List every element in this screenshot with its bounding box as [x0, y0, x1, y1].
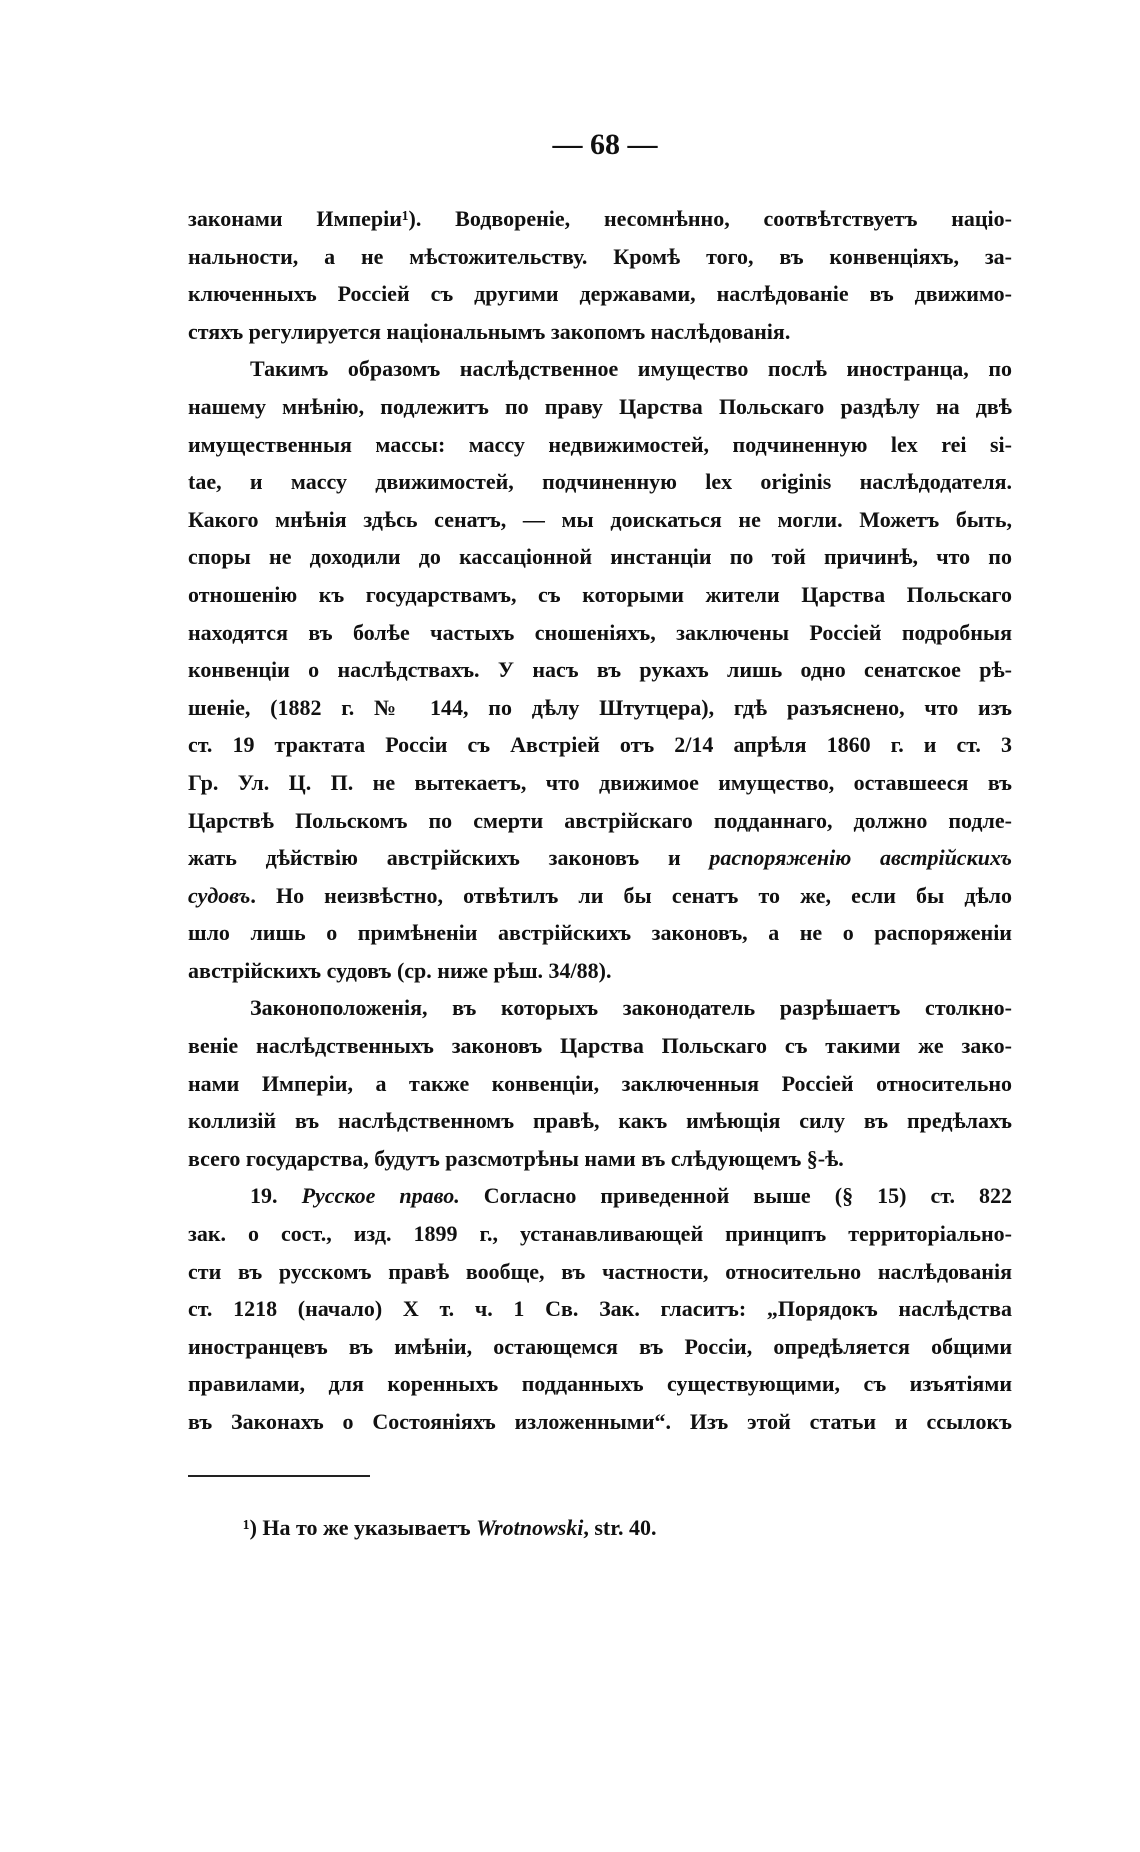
text-run: , str. 40. — [583, 1515, 657, 1540]
italic-text: судовъ — [188, 882, 251, 908]
footnote-divider — [188, 1475, 370, 1477]
text-run: Согласно приведенной выше (§ 15) ст. 822 — [459, 1183, 1013, 1209]
text-run: . Но неизвѣстно, отвѣтилъ ли бы сенатъ то же, если бы дѣло — [250, 882, 1012, 908]
text-run: Царствѣ Польскомъ по смерти австрійскаго подданнаго, должно подле- — [188, 807, 1012, 833]
text-run: имущественныя массы: массу недвижимостей, подчиненную lex rei si- — [188, 431, 1012, 457]
text-line — [188, 275, 1012, 313]
text-line — [188, 1253, 1012, 1291]
text-run: въ Законахъ о Состояніяхъ изложенными“. Изъ этой статьи и ссылокъ — [188, 1409, 1012, 1434]
text-line — [188, 1290, 1012, 1328]
text-line — [188, 200, 1012, 238]
text-line — [188, 576, 1012, 614]
text-run: зак. о сост., изд. 1899 г., устанавливающей принципъ территоріально- — [188, 1221, 1012, 1247]
text-line — [188, 1140, 1012, 1178]
text-run: коллизій въ наслѣдственномъ правѣ, какъ имѣющія силу въ предѣлахъ — [188, 1108, 1012, 1134]
text-line — [188, 1365, 1012, 1403]
italic-text: Русское право. — [301, 1183, 460, 1209]
text-run: шло лишь о примѣненіи австрійскихъ законовъ, а не о распоряженіи — [188, 920, 1012, 946]
text-line — [188, 1215, 1012, 1253]
text-line — [188, 989, 1012, 1027]
page-number: — 68 — — [552, 128, 658, 161]
text-line — [188, 614, 1012, 652]
text-run: ст. 19 трактата Россіи съ Австріей отъ 2/14 апрѣля 1860 г. и ст. 3 — [188, 732, 1012, 758]
text-run: жать дѣйствію австрійскихъ законовъ и — [188, 845, 710, 871]
text-run: ст. 1218 (начало) X т. ч. 1 Св. Зак. гласитъ: „Порядокъ наслѣдства — [188, 1296, 1012, 1322]
text-run: tae, и массу движимостей, подчиненную lex originis наслѣдодателя. — [188, 469, 1012, 495]
text-line — [188, 877, 1012, 915]
text-run: стяхъ регулируется національнымъ закопомъ наслѣдованія. — [188, 318, 791, 344]
text-line — [188, 463, 1012, 501]
text-run: нашему мнѣнію, подлежитъ по праву Царства Польскаго раздѣлу на двѣ — [188, 393, 1012, 419]
text-run: правилами, для коренныхъ подданныхъ существующими, съ изъятіями — [188, 1371, 1012, 1397]
text-run: отношенію къ государствамъ, съ которыми жители Царства Польскаго — [188, 581, 1012, 607]
paragraph — [188, 200, 1012, 350]
text-line — [188, 313, 1012, 351]
text-line — [188, 1328, 1012, 1366]
text-run: всего государства, будутъ разсмотрѣны нами въ слѣдующемъ §-ѣ. — [188, 1145, 844, 1171]
text-line — [188, 914, 1012, 952]
text-line — [188, 426, 1012, 464]
text-line — [188, 538, 1012, 576]
text-run: споры не доходили до кассаціонной инстанціи по той причинѣ, что по — [188, 544, 1012, 570]
text-line — [188, 689, 1012, 727]
text-line — [188, 238, 1012, 276]
text-run: веніе наслѣдственныхъ законовъ Царства Польскаго съ такими же зако- — [188, 1033, 1012, 1059]
text-run: 19. — [250, 1183, 302, 1209]
text-run: ¹) На то же указываетъ — [243, 1515, 477, 1540]
text-line — [188, 726, 1012, 764]
text-run: шеніе, (1882 г. № 144, по дѣлу Штутцера), гдѣ разъяснено, что изъ — [188, 694, 1012, 720]
text-run: нальности, а не мѣстожительству. Кромѣ того, въ конвенціяхъ, за- — [188, 243, 1012, 269]
text-line — [188, 764, 1012, 802]
italic-text: распоряженію австрійскихъ — [709, 845, 1012, 871]
paragraph — [188, 989, 1012, 1177]
text-run: австрійскихъ судовъ (ср. ниже рѣш. 34/88). — [188, 957, 612, 983]
text-run: иностранцевъ въ имѣніи, остающемся въ Россіи, опредѣляется общими — [188, 1333, 1012, 1359]
text-run: ключенныхъ Россіей съ другими державами, наслѣдованіе въ движимо- — [188, 281, 1012, 307]
text-run: законами Имперіи¹). Водвореніе, несомнѣнно, соотвѣтствуетъ націо- — [188, 206, 1012, 231]
text-run: Какого мнѣнія здѣсь сенатъ, — мы доискаться не могли. Можетъ быть, — [188, 506, 1012, 532]
text-line — [188, 1027, 1012, 1065]
text-line — [188, 952, 1012, 990]
text-line — [188, 1403, 1012, 1441]
text-run: нами Имперіи, а также конвенціи, заключенныя Россіей относительно — [188, 1070, 1012, 1096]
text-run: Законоположенія, въ которыхъ законодатель разрѣшаетъ столкно- — [250, 995, 1012, 1021]
text-line — [188, 388, 1012, 426]
italic-text: Wrotnowski — [476, 1515, 584, 1540]
text-run: Такимъ образомъ наслѣдственное имущество послѣ иностранца, по — [250, 356, 1012, 382]
text-line — [188, 651, 1012, 689]
text-run: конвенціи о наслѣдствахъ. У насъ въ рукахъ лишь одно сенатское рѣ- — [188, 657, 1012, 683]
text-line — [188, 1177, 1012, 1215]
text-run: находятся въ болѣе частыхъ сношеніяхъ, заключены Россіей подробныя — [188, 619, 1012, 645]
text-line — [188, 839, 1012, 877]
footnote — [243, 1512, 656, 1544]
text-run: сти въ русскомъ правѣ вообще, въ частности, относительно наслѣдованія — [188, 1258, 1012, 1284]
text-line — [188, 802, 1012, 840]
text-line — [188, 1102, 1012, 1140]
body-text — [188, 200, 1012, 1441]
paragraph — [188, 350, 1012, 989]
text-run: Гр. Ул. Ц. П. не вытекаетъ, что движимое имущество, оставшееся въ — [188, 769, 1012, 795]
text-line — [188, 1065, 1012, 1103]
paragraph — [188, 1177, 1012, 1440]
text-line — [188, 350, 1012, 388]
text-line — [188, 501, 1012, 539]
